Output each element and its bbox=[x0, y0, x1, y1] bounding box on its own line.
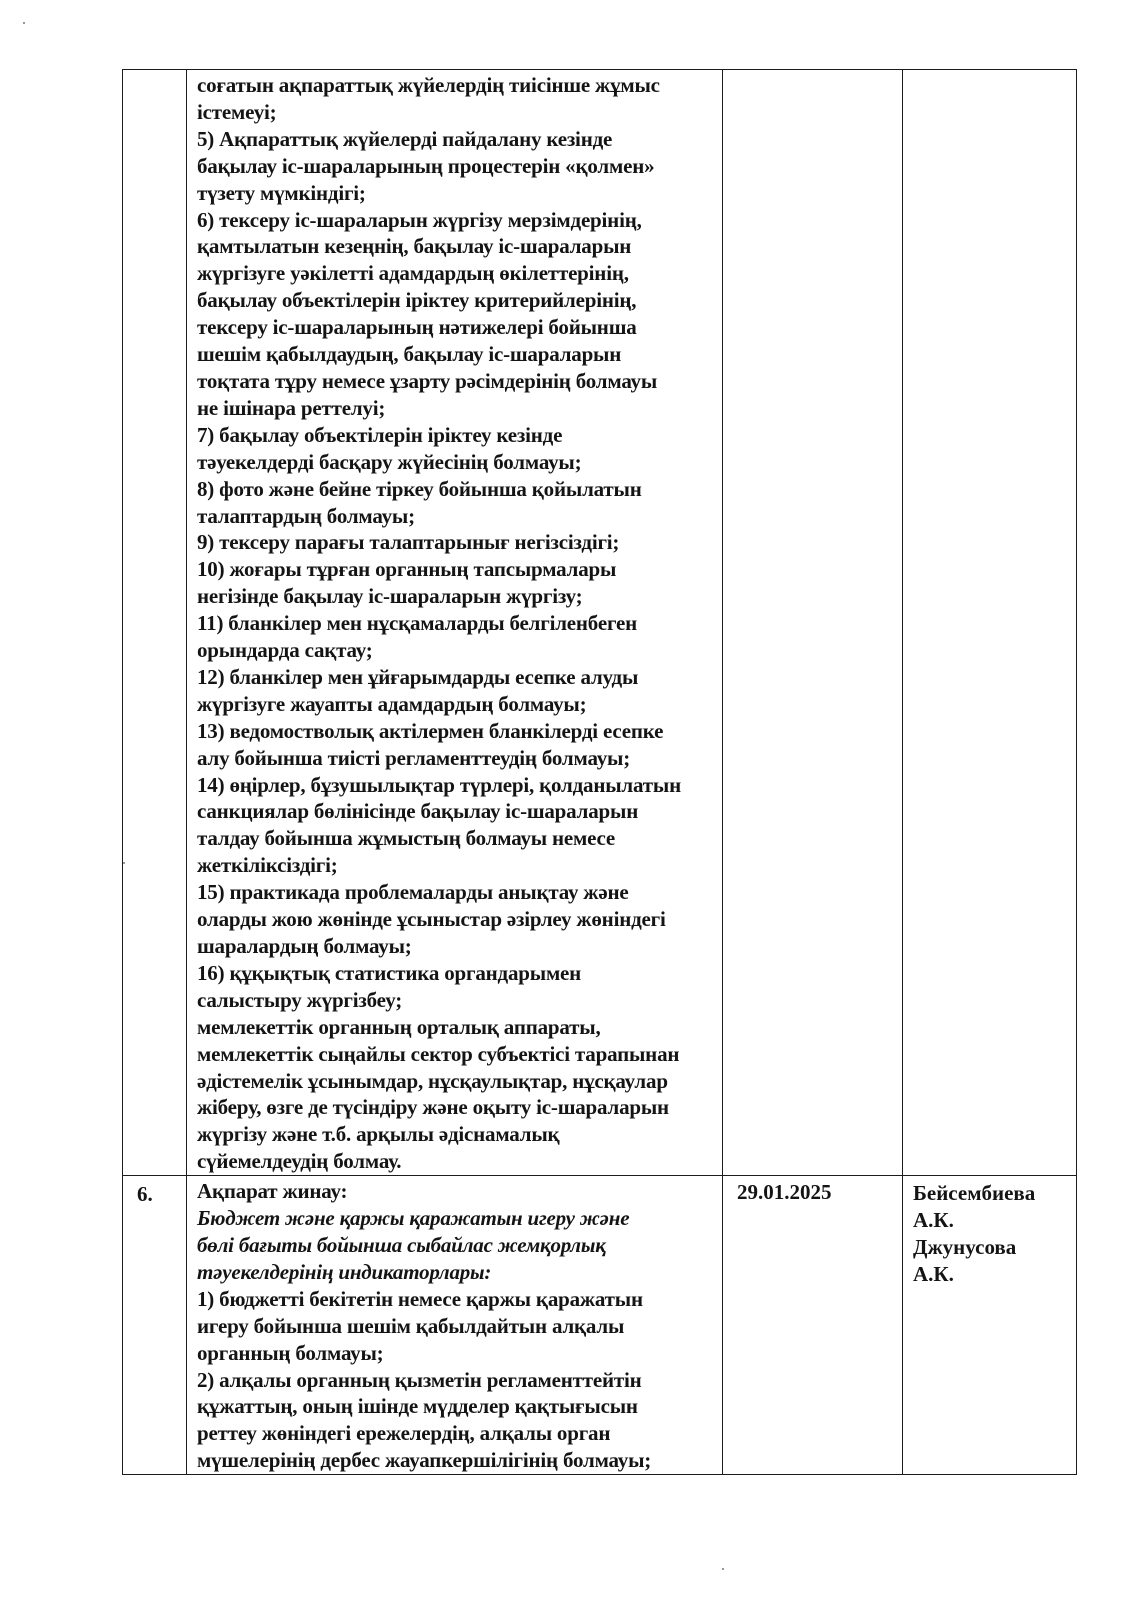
text-line: талаптардың болмауы; bbox=[197, 503, 415, 528]
number-cell bbox=[123, 70, 187, 1176]
indicator-list bbox=[197, 72, 716, 1175]
deadline-date: 29.01.2025 bbox=[723, 1176, 903, 1475]
text-line: 6) тексеру іс-шараларын жүргізу мерзімдерінің, bbox=[197, 207, 642, 232]
text-line: бақылау объектілерін іріктеу критерийлерінің, bbox=[197, 288, 637, 313]
text-line: жіберу, өзге де түсіндіру және оқыту іс-шараларын bbox=[197, 1095, 669, 1120]
text-line: мүшелерінің дербес жауапкершілігінің болмауы; bbox=[197, 1448, 652, 1473]
text-line: 11) бланкілер мен нұсқамаларды белгіленбеген bbox=[197, 611, 638, 636]
row-subheading bbox=[197, 1205, 716, 1286]
text-line: шаралардың болмауы; bbox=[197, 934, 412, 958]
text-line: соғатын ақпараттық жүйелердің тиісінше жұмыс bbox=[197, 73, 660, 97]
text-line: санкциялар бөлінісінде бақылау іс-шараларын bbox=[197, 799, 639, 824]
row-number: 6. bbox=[123, 1176, 187, 1475]
responsible-name: Джунусова bbox=[913, 1234, 1017, 1259]
text-line: жүргізу және т.б. арқылы әдіснамалық bbox=[197, 1122, 560, 1147]
indicator-list bbox=[197, 1286, 716, 1474]
text-line: мемлекеттік сыңайлы сектор субъектісі тарапынан bbox=[197, 1041, 680, 1066]
text-line: не ішінара реттелуі; bbox=[197, 395, 386, 420]
description-cell bbox=[187, 1176, 723, 1475]
text-line: шешім қабылдаудың, бақылау іс-шараларын bbox=[197, 342, 622, 367]
text-line: 9) тексеру парағы талаптарынығ негізсіздігі; bbox=[197, 530, 620, 555]
text-line: 16) құқықтық статистика органдарымен bbox=[197, 960, 582, 985]
text-line: 15) практикада проблемаларды анықтау және bbox=[197, 880, 629, 905]
text-line: жеткіліксіздігі; bbox=[197, 853, 338, 878]
text-line: органның болмауы; bbox=[197, 1340, 384, 1365]
text-line: 14) өңірлер, бұзушылықтар түрлері, қолданылатын bbox=[197, 772, 681, 797]
table-row bbox=[123, 1176, 1077, 1475]
responsible-initials: А.К. bbox=[913, 1208, 954, 1233]
text-line: бөлі бағыты бойынша сыбайлас жемқорлық bbox=[197, 1232, 606, 1257]
text-line: әдістемелік ұсынымдар, нұсқаулықтар, нұсқаулар bbox=[197, 1068, 668, 1093]
text-line: 1) бюджетті бекітетін немесе қаржы қаражатын bbox=[197, 1286, 643, 1311]
text-line: түзету мүмкіндігі; bbox=[197, 180, 366, 205]
text-line: жүргізуге уәкілетті адамдардың өкілеттерінің, bbox=[197, 261, 629, 286]
table-row bbox=[123, 70, 1077, 1176]
responsible-initials: А.К. bbox=[913, 1261, 954, 1286]
responsible-persons bbox=[903, 1176, 1077, 1475]
text-line: құжаттың, оның ішінде мүдделер қақтығысын bbox=[197, 1394, 638, 1419]
scan-speck bbox=[23, 22, 25, 24]
text-line: 7) бақылау объектілерін іріктеу кезінде bbox=[197, 422, 563, 447]
text-line: тоқтата тұру немесе ұзарту рәсімдерінің болмауы bbox=[197, 368, 658, 393]
text-line: реттеу жөніндегі ережелердің, алқалы орган bbox=[197, 1421, 611, 1446]
text-line: тәуекелдерінің индикаторлары: bbox=[197, 1259, 492, 1284]
text-line: мемлекеттік органның орталық аппараты, bbox=[197, 1014, 601, 1039]
responsible-name: Бейсембиева bbox=[913, 1181, 1036, 1206]
text-line: 12) бланкілер мен ұйғарымдарды есепке алуды bbox=[197, 664, 639, 689]
text-line: игеру бойынша шешім қабылдайтын алқалы bbox=[197, 1313, 625, 1338]
text-line: салыстыру жүргізбеу; bbox=[197, 987, 403, 1012]
text-line: жүргізуге жауапты адамдардың болмауы; bbox=[197, 691, 587, 716]
text-line: 10) жоғары тұрған органның тапсырмалары bbox=[197, 557, 617, 582]
text-line: сүйемелдеудің болмау. bbox=[197, 1149, 402, 1174]
responsible-cell bbox=[903, 70, 1077, 1176]
text-line: 13) ведомостволық актілермен бланкілерді есепке bbox=[197, 718, 664, 743]
row-heading: Ақпарат жинау: bbox=[197, 1179, 348, 1204]
text-line: қамтылатын кезеңнің, бақылау іс-шараларын bbox=[197, 234, 632, 259]
text-line: Бюджет және қаржы қаражатын игеру және bbox=[197, 1206, 630, 1231]
text-line: бақылау іс-шараларының процестерін «қолмен» bbox=[197, 153, 655, 178]
text-line: алу бойынша тиісті регламенттеудің болмауы; bbox=[197, 745, 630, 770]
text-line: талдау бойынша жұмыстың болмауы немесе bbox=[197, 826, 616, 851]
text-line: орындарда сақтау; bbox=[197, 638, 373, 663]
description-cell bbox=[187, 70, 723, 1176]
text-line: 5) Ақпараттық жүйелерді пайдалану кезінде bbox=[197, 126, 613, 151]
text-line: негізінде бақылау іс-шараларын жүргізу; bbox=[197, 584, 583, 609]
scan-speck bbox=[722, 1568, 724, 1570]
plan-table bbox=[122, 69, 1077, 1475]
text-line: істемеуі; bbox=[197, 99, 277, 124]
text-line: тексеру іс-шараларының нәтижелері бойынша bbox=[197, 315, 637, 340]
deadline-cell bbox=[723, 70, 903, 1176]
text-line: 2) алқалы органның қызметін регламенттейтін bbox=[197, 1367, 642, 1392]
text-line: 8) фото және бейне тіркеу бойынша қойылатын bbox=[197, 476, 642, 501]
text-line: оларды жою жөнінде ұсыныстар әзірлеу жөніндегі bbox=[197, 907, 666, 932]
text-line: тәуекелдерді басқару жүйесінің болмауы; bbox=[197, 449, 582, 474]
